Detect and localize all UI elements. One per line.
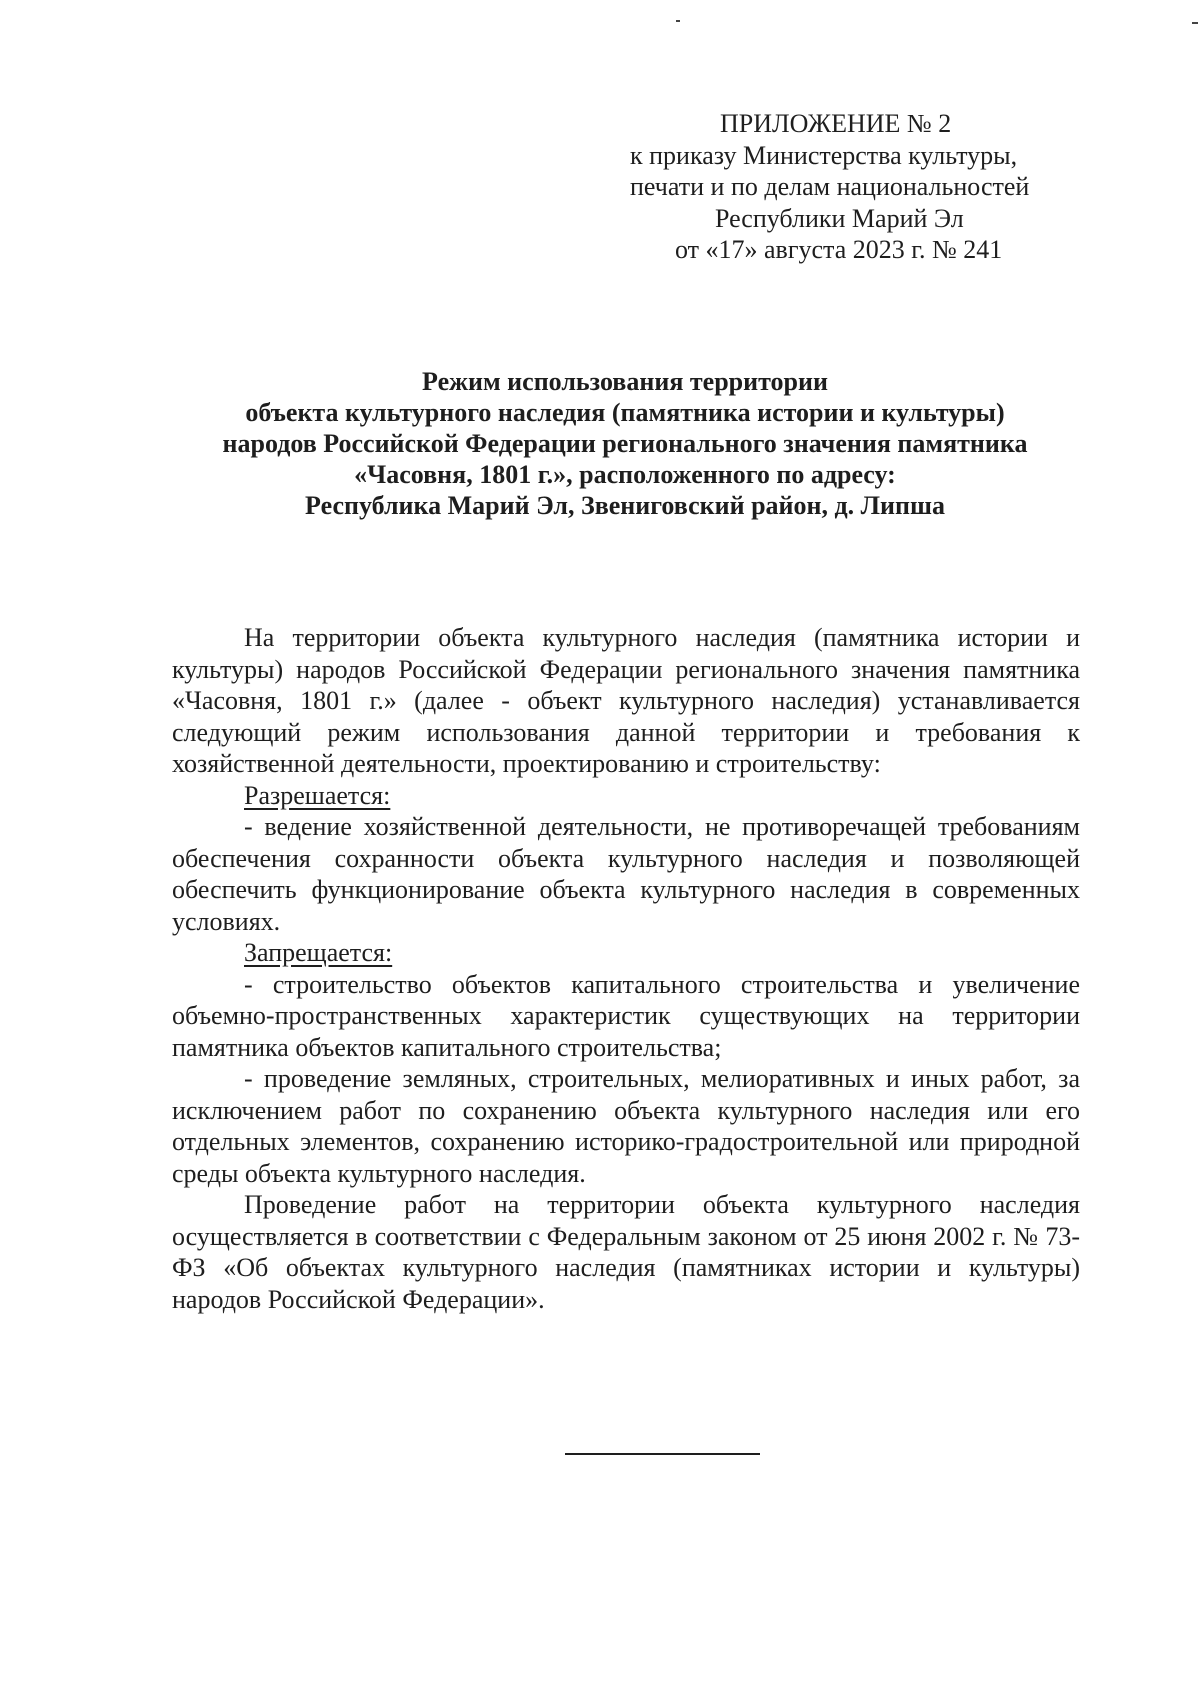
document-title <box>170 366 1080 521</box>
title-line: народов Российской Федерации регионального значения памятника <box>222 429 1028 458</box>
forbidden-item: - строительство объектов капитального строительства и увеличение объемно-пространственных характеристик существующих на территории памятника объектов капитального строительства; <box>172 969 1080 1062</box>
annex-number: ПРИЛОЖЕНИЕ № 2 <box>720 109 952 138</box>
closing-paragraph: Проведение работ на территории объекта культурного наследия осуществляется в соответствии с Федеральным законом от 25 июня 2002 г. № 73-ФЗ «Об объектах культурного наследия (памятниках истории и культуры) народов Российской Федерации». <box>172 1190 1080 1314</box>
scan-mark <box>1192 22 1198 24</box>
annex-date: от «17» августа 2023 г. № 241 <box>675 235 1003 264</box>
annex-reference: к приказу Министерства культуры, <box>630 140 1018 170</box>
forbidden-item: - проведение земляных, строительных, мелиоративных и иных работ, за исключением работ по сохранению объекта культурного наследия или его отдельных элементов, сохранению историко-градостроительной или природной среды объекта культурного наследия. <box>172 1064 1080 1188</box>
scan-mark <box>676 20 680 22</box>
title-line: Режим использования территории <box>422 367 828 396</box>
forbidden-heading: Запрещается: <box>244 938 393 967</box>
title-line: «Часовня, 1801 г.», расположенного по адресу: <box>354 460 896 489</box>
document-body <box>172 622 1080 1315</box>
end-divider <box>565 1453 760 1455</box>
title-line: Республика Марий Эл, Звениговский район, д. Липша <box>305 491 945 520</box>
annex-header <box>590 108 1090 266</box>
title-line: объекта культурного наследия (памятника истории и культуры) <box>245 398 1005 427</box>
forbidden-heading-paragraph <box>172 937 1080 969</box>
annex-reference: Республики Марий Эл <box>715 203 964 233</box>
annex-reference: печати и по делам национальностей <box>630 172 1030 201</box>
intro-paragraph: На территории объекта культурного наследия (памятника истории и культуры) народов Российской Федерации регионального значения памятника «Часовня, 1801 г.» (далее - объект культурного наследия) устанавливается следующий режим использования данной территории и требования к хозяйственной деятельности, проектированию и строительству: <box>172 623 1080 778</box>
allowed-heading: Разрешается: <box>244 780 391 810</box>
allowed-heading-paragraph <box>172 780 1080 812</box>
allowed-item: - ведение хозяйственной деятельности, не противоречащей требованиям обеспечения сохранности объекта культурного наследия и позволяющей обеспечить функционирование объекта культурного наследия в современных условиях. <box>172 812 1080 936</box>
